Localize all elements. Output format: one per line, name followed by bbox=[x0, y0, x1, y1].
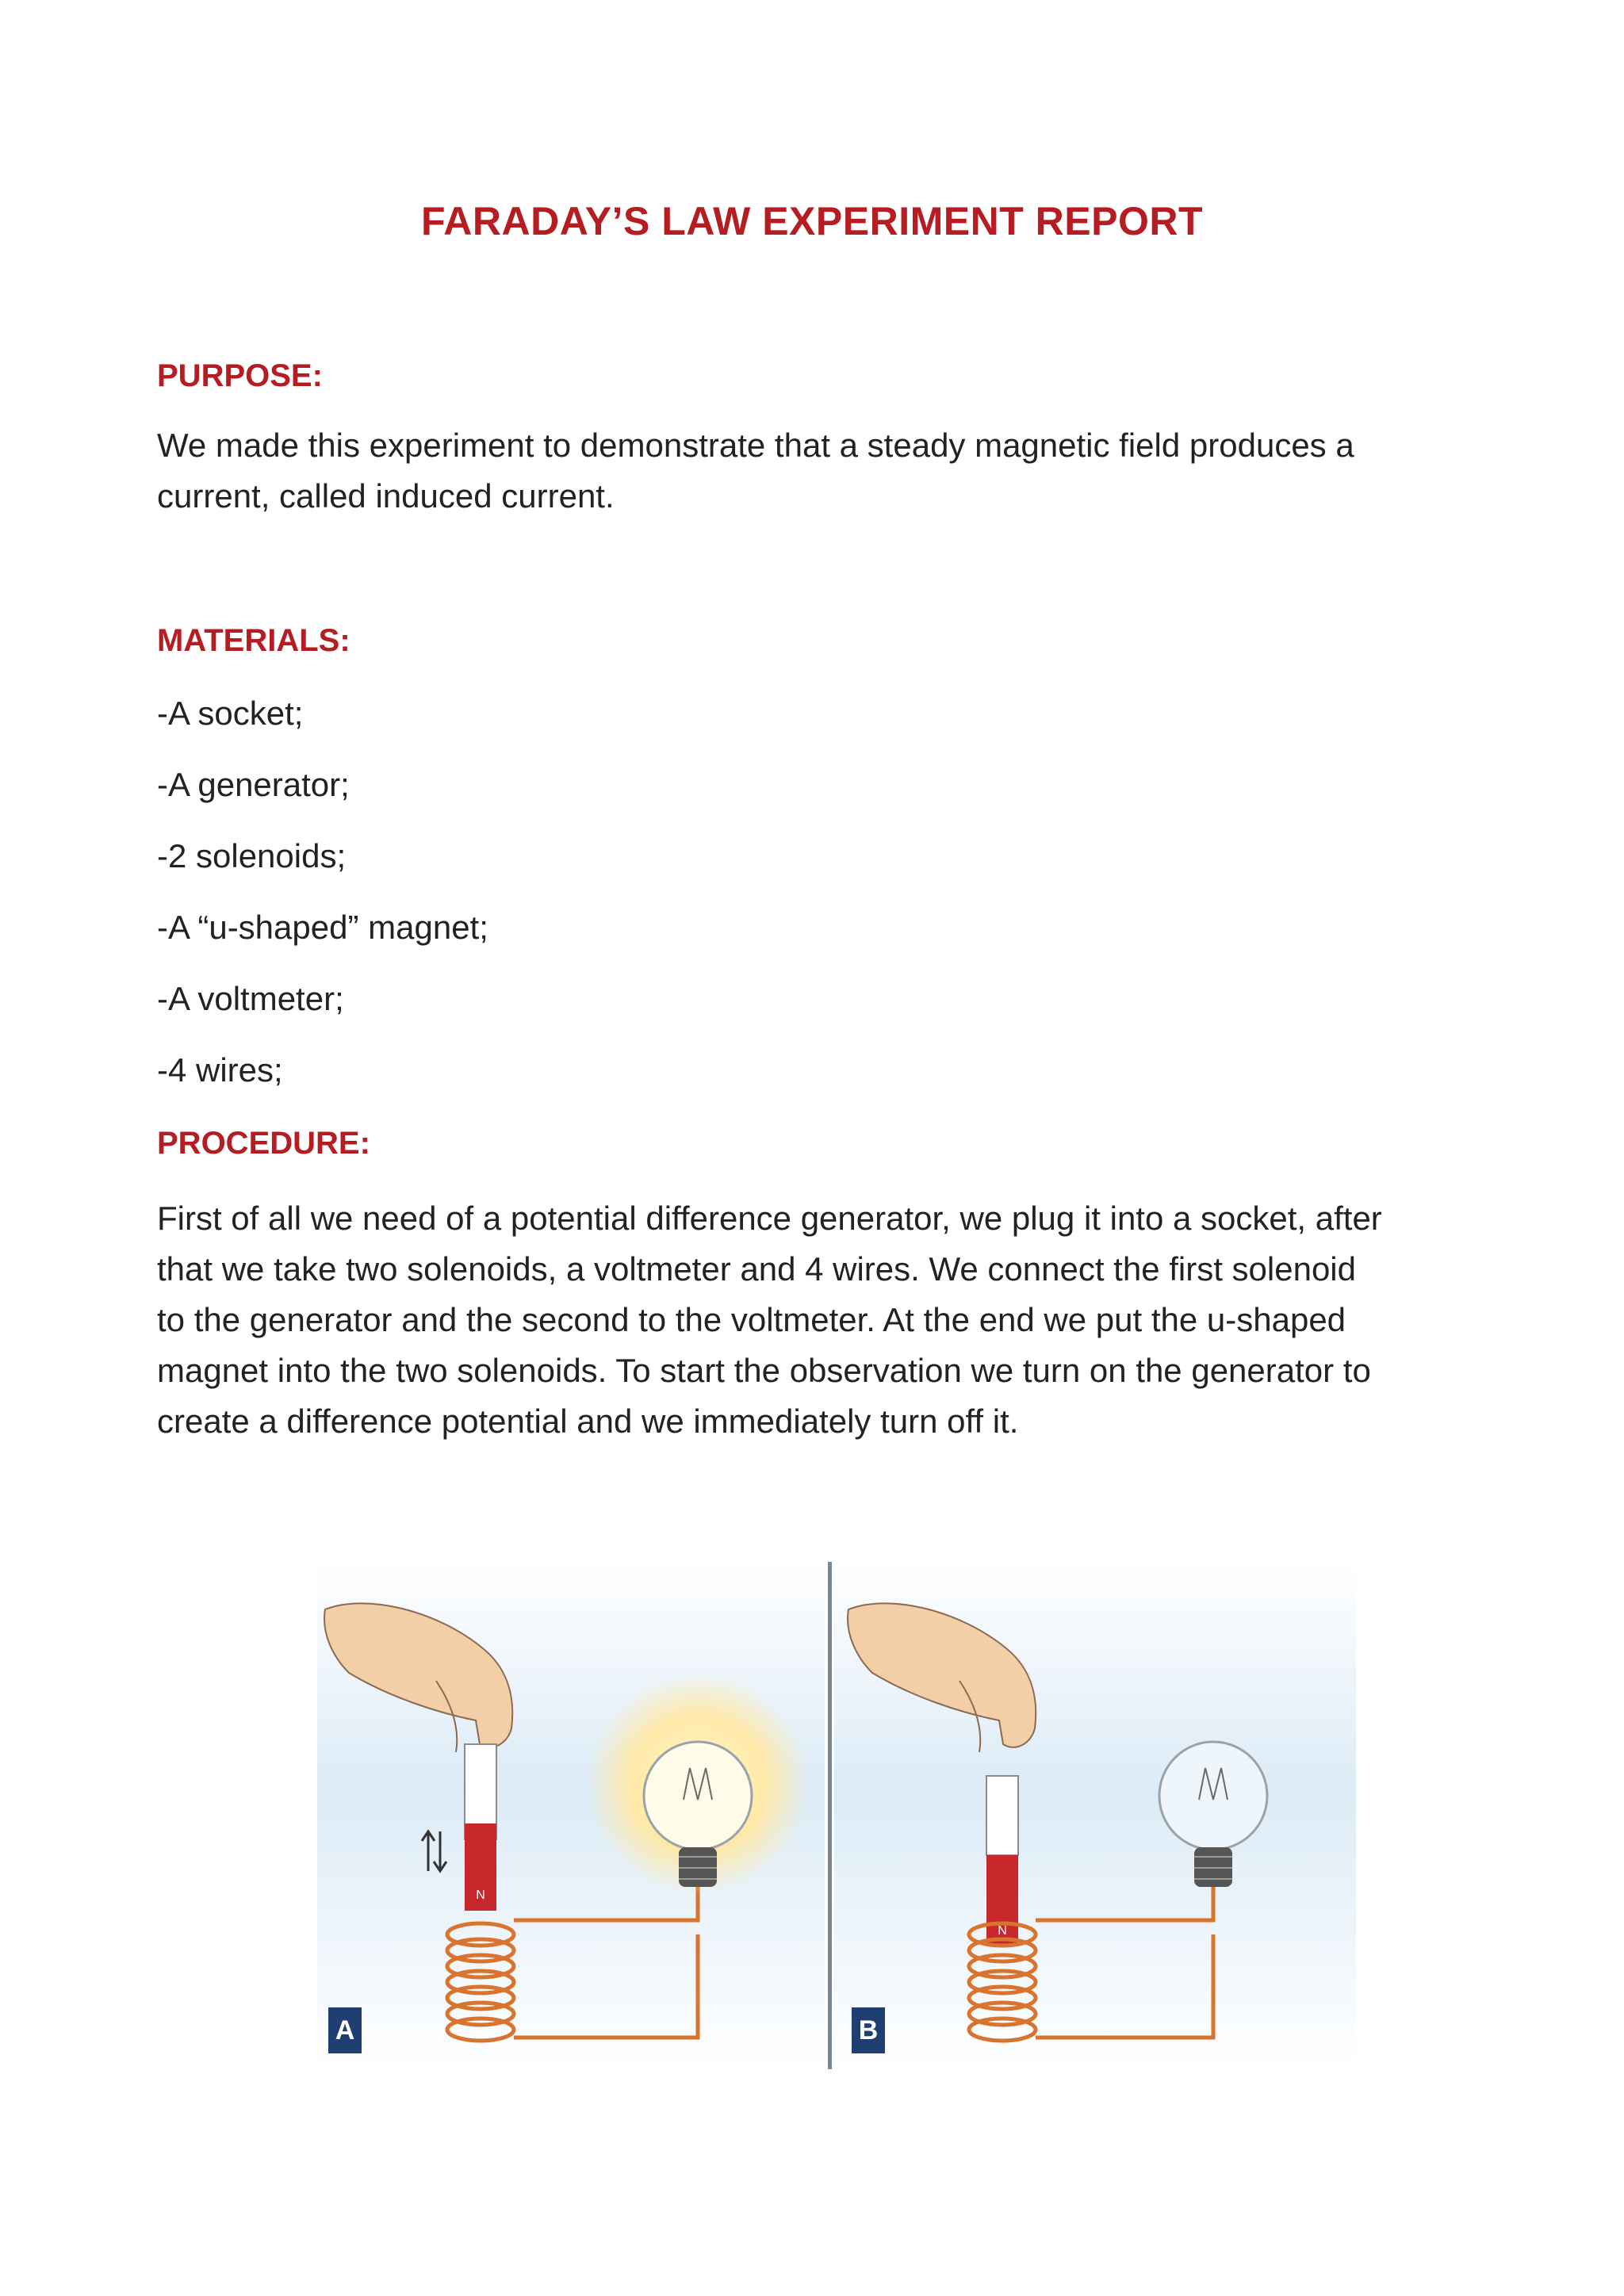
procedure-line: First of all we need of a potential difference generator, we plug it into a socket, after bbox=[157, 1200, 1382, 1237]
panel-b-tag: B bbox=[852, 2007, 885, 2053]
material-item: -A socket; bbox=[157, 695, 304, 732]
panel-divider bbox=[828, 1562, 832, 2069]
material-item: -A generator; bbox=[157, 766, 350, 803]
procedure-line: that we take two solenoids, a voltmeter and 4 wires. We connect the first solenoid bbox=[157, 1250, 1356, 1288]
magnet-south-half bbox=[986, 1776, 1018, 1855]
procedure-line: to the generator and the second to the voltmeter. At the end we put the u-shaped bbox=[157, 1301, 1346, 1338]
material-item: -A voltmeter; bbox=[157, 980, 344, 1017]
materials-heading: MATERIALS: bbox=[157, 623, 350, 658]
light-bulb-off-icon bbox=[1159, 1742, 1267, 1850]
procedure-heading: PROCEDURE: bbox=[157, 1126, 370, 1161]
material-item: -2 solenoids; bbox=[157, 837, 347, 874]
light-bulb-on-icon bbox=[644, 1742, 752, 1850]
purpose-line-1: We made this experiment to demonstrate that a steady magnetic field produces a bbox=[157, 427, 1354, 464]
magnet-n-label: N bbox=[998, 1924, 1007, 1938]
magnet-n-label: N bbox=[476, 1888, 485, 1902]
purpose-line-2: current, called induced current. bbox=[157, 477, 615, 515]
purpose-heading: PURPOSE: bbox=[157, 358, 323, 393]
procedure-text bbox=[157, 1193, 1473, 1447]
panel-a-tag: A bbox=[328, 2007, 362, 2053]
illustration-svg bbox=[317, 1562, 1356, 2069]
document-title: FARADAY’S LAW EXPERIMENT REPORT bbox=[421, 199, 1203, 243]
procedure-line: magnet into the two solenoids. To start the observation we turn on the generator to bbox=[157, 1352, 1371, 1389]
material-item: -4 wires; bbox=[157, 1051, 283, 1089]
induction-illustration bbox=[317, 1562, 1356, 2069]
material-item: -A “u-shaped” magnet; bbox=[157, 909, 488, 946]
procedure-line: create a difference potential and we immediately turn off it. bbox=[157, 1402, 1019, 1440]
purpose-text bbox=[157, 420, 1473, 522]
